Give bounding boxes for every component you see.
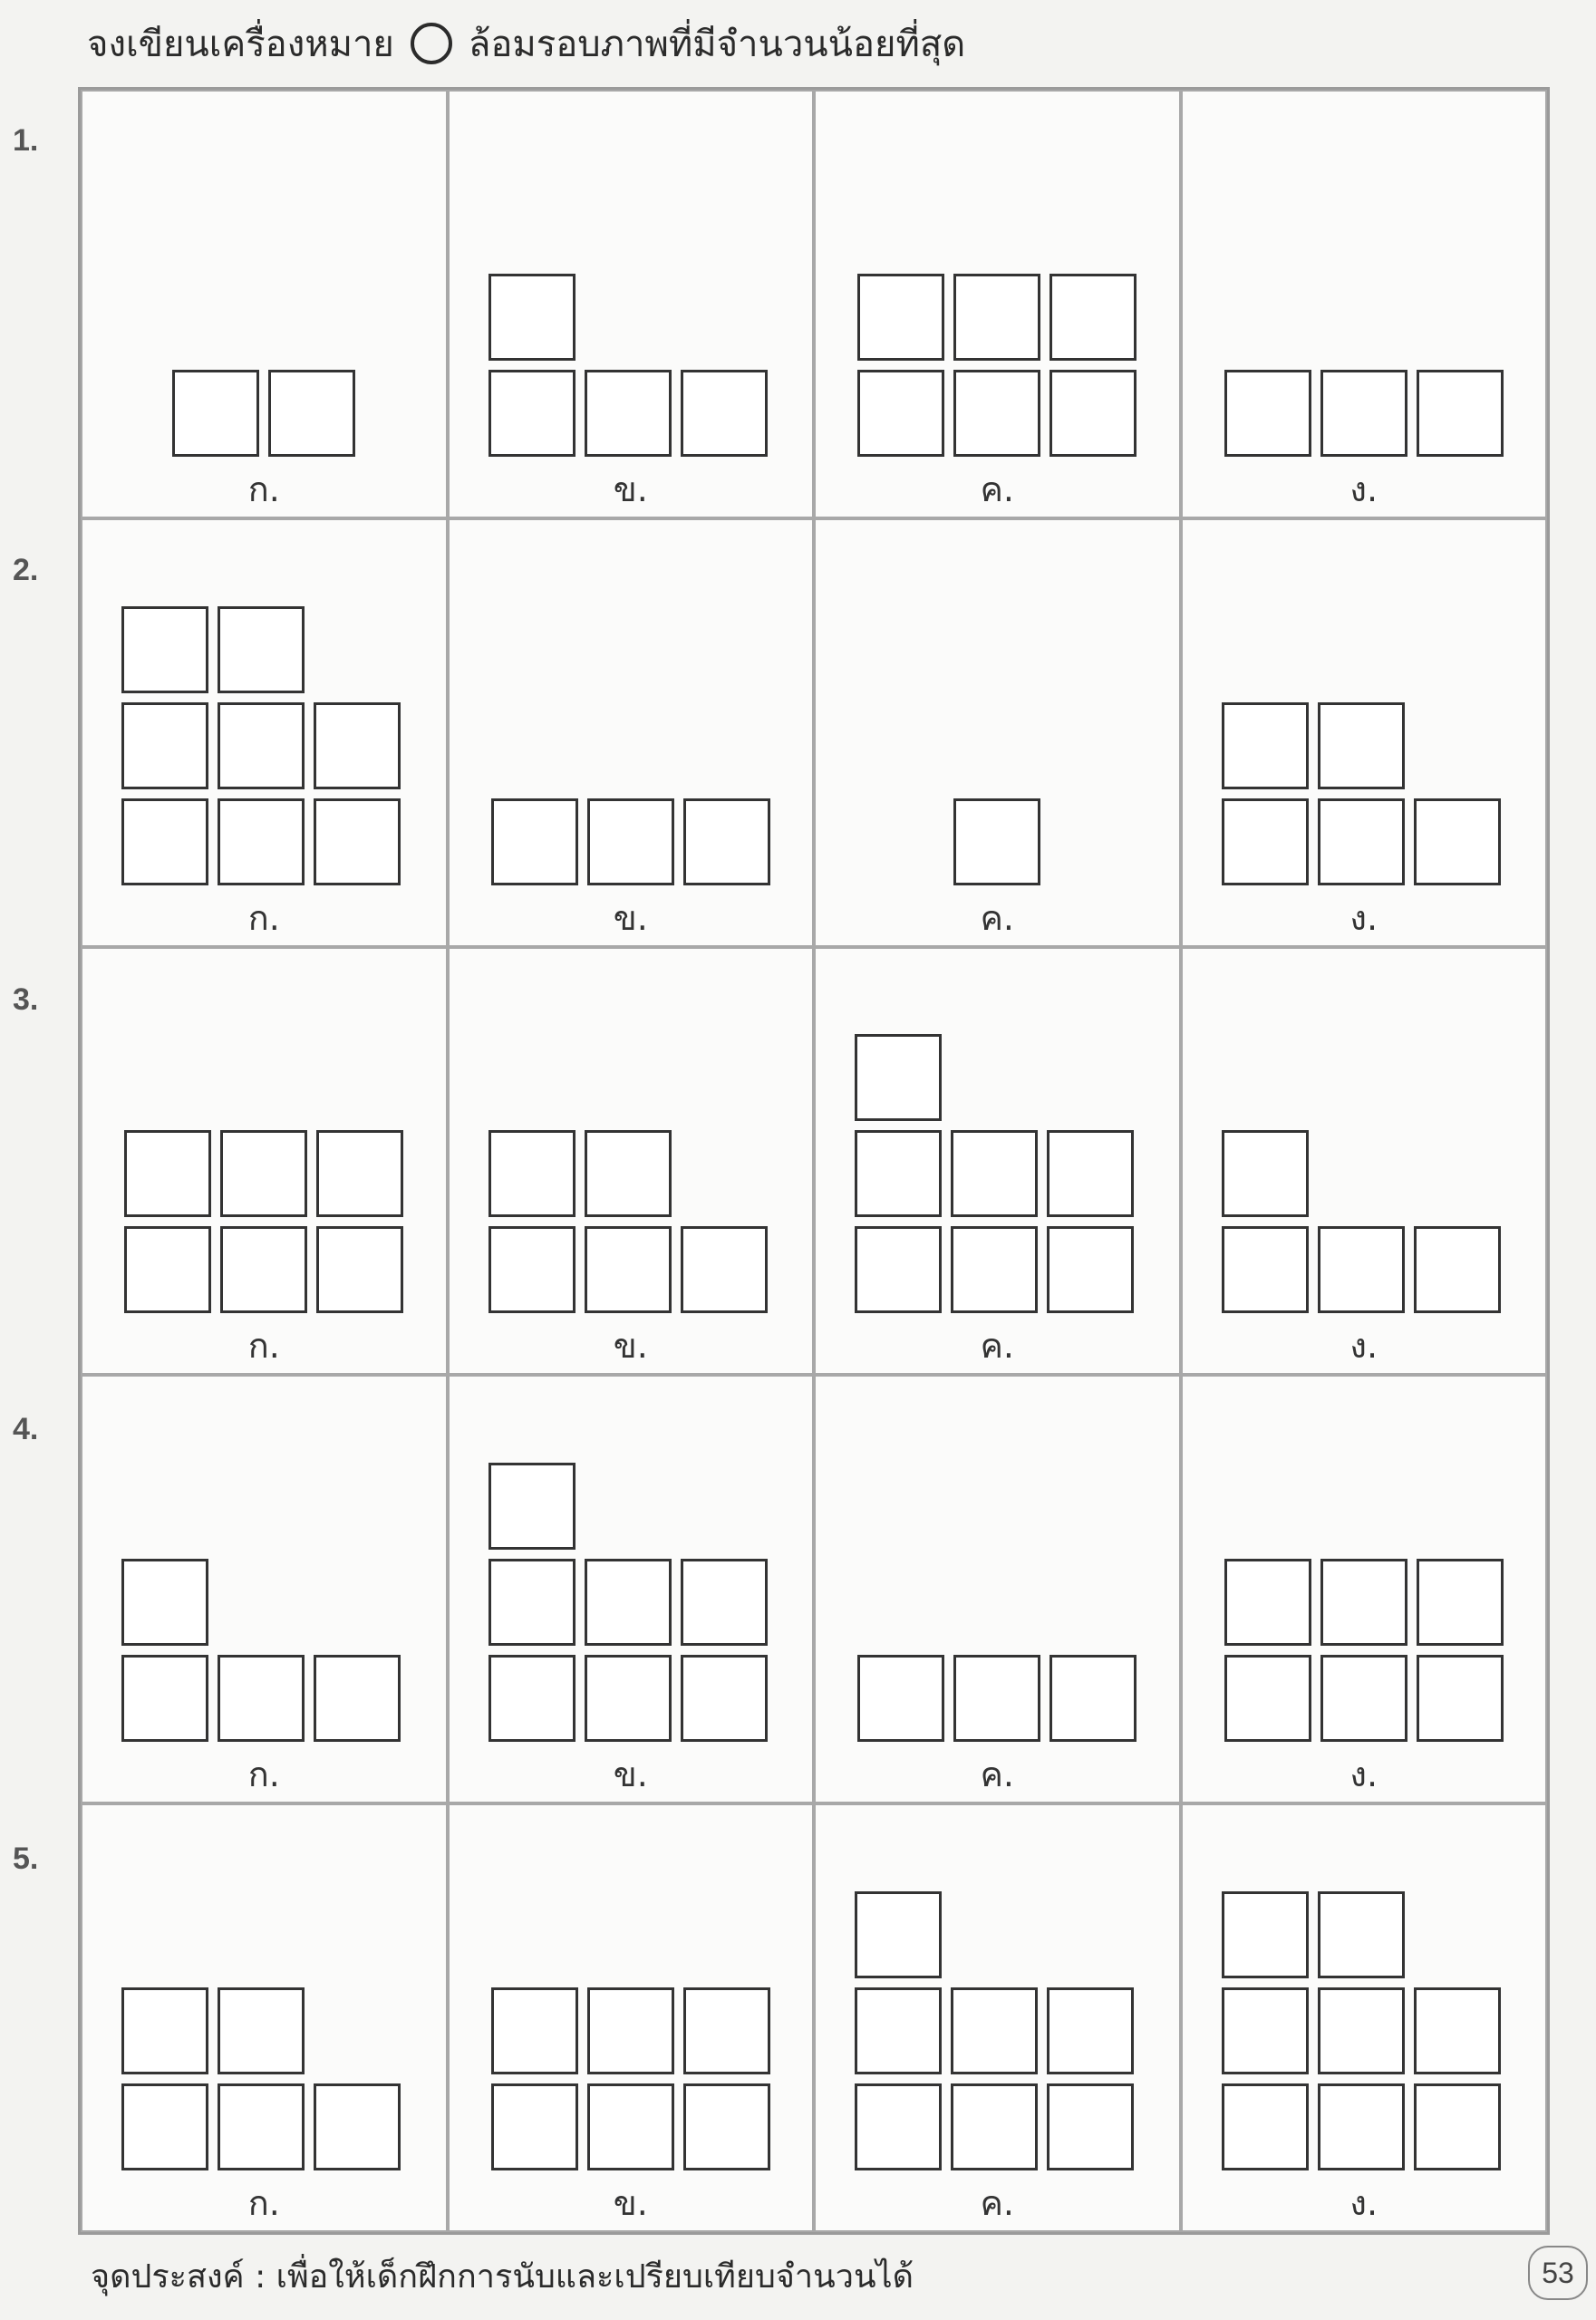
square-row [1222,1130,1506,1217]
square [953,798,1040,885]
square [585,370,672,457]
square-group [488,1987,773,2170]
square [1047,1987,1134,2074]
choice-label: ก. [247,469,280,509]
square-row [855,1130,1139,1217]
square-row [488,1655,773,1742]
square-group [1222,702,1506,885]
choice-label: ก. [247,1754,280,1795]
square [1222,1891,1309,1978]
square [1320,1655,1407,1742]
square-group [121,606,406,885]
square [855,1891,942,1978]
square-row [488,1987,773,2074]
choice-cell[interactable] [814,1375,1181,1803]
square [953,274,1040,361]
square-group [855,274,1139,457]
square [316,1130,403,1217]
square-row [855,370,1139,457]
question-number: 1. [13,123,39,158]
square [491,798,578,885]
square [314,2083,401,2170]
square [1318,702,1405,789]
choice-label: ก. [247,897,280,938]
square [1222,1226,1309,1313]
square [314,798,401,885]
square [218,1987,305,2074]
square [1047,1226,1134,1313]
square-row [1222,2083,1506,2170]
square-row [121,2083,406,2170]
square-row [855,274,1139,361]
choice-cell[interactable] [81,518,448,947]
square [857,274,944,361]
square [683,798,770,885]
choice-cell[interactable] [81,1375,448,1803]
square [681,1655,768,1742]
square [1414,798,1501,885]
square-group [121,1987,406,2170]
choice-cell[interactable] [81,1803,448,2232]
choice-label: ก. [247,1326,280,1367]
square [683,1987,770,2074]
choice-cell[interactable] [1181,1375,1548,1803]
square [491,2083,578,2170]
square-group [1222,1891,1506,2170]
choice-label: ค. [980,897,1014,938]
square [121,1655,208,1742]
square-group [855,798,1139,885]
square-row [1222,1226,1506,1313]
square [218,2083,305,2170]
choice-label: ข. [613,1754,648,1795]
square [1318,2083,1405,2170]
square [121,1987,208,2074]
square [951,1226,1038,1313]
square [1417,1559,1504,1646]
square-row [1222,1987,1506,2074]
question-grid [78,87,1550,2235]
choice-label: ข. [613,469,648,509]
square [1414,1987,1501,2074]
choice-cell[interactable] [814,947,1181,1376]
square-row [121,702,406,789]
square-row [1222,798,1506,885]
square [855,1226,942,1313]
choice-label: ง. [1349,2182,1378,2223]
square-row [121,798,406,885]
square-row [488,798,773,885]
square-row [488,2083,773,2170]
square [1320,1559,1407,1646]
choice-label: ง. [1349,469,1378,509]
square [488,370,576,457]
square [1222,1130,1309,1217]
square [1318,798,1405,885]
square [124,1226,211,1313]
square-group [121,1130,406,1313]
choice-label: ข. [613,1326,648,1367]
square [220,1130,307,1217]
choice-cell[interactable] [448,518,815,947]
choice-label: ง. [1349,1326,1378,1367]
square [1224,370,1311,457]
square-row [121,370,406,457]
square [587,1987,674,2074]
square [951,1130,1038,1217]
square [587,798,674,885]
instruction-text-before: จงเขียนเครื่องหมาย [87,24,394,65]
square [1222,798,1309,885]
circle-icon [411,23,452,64]
choice-label: ค. [980,1754,1014,1795]
square [488,1655,576,1742]
square-row [855,1226,1139,1313]
choice-cell[interactable] [448,90,815,518]
square [855,1034,942,1121]
choice-label: ง. [1349,1754,1378,1795]
square [857,370,944,457]
square [1224,1559,1311,1646]
square [218,1655,305,1742]
square-group [488,274,773,457]
square [1318,1891,1405,1978]
square-row [1222,370,1506,457]
square [488,274,576,361]
question-number: 4. [13,1412,39,1446]
square [951,2083,1038,2170]
choice-label: ค. [980,2182,1014,2223]
square [1222,702,1309,789]
square-row [855,2083,1139,2170]
square [316,1226,403,1313]
square [857,1655,944,1742]
square-row [488,274,773,361]
square [855,1130,942,1217]
square [121,606,208,693]
square [172,370,259,457]
square-group [488,798,773,885]
square-row [1222,1891,1506,1978]
square [1222,2083,1309,2170]
square [1417,1655,1504,1742]
square [121,1559,208,1646]
choice-cell[interactable] [448,1803,815,2232]
square-row [855,1034,1139,1121]
square [491,1987,578,2074]
square [681,370,768,457]
square [953,1655,1040,1742]
square [121,702,208,789]
square [488,1130,576,1217]
choice-cell[interactable] [814,518,1181,947]
instruction [87,11,965,76]
square [1414,2083,1501,2170]
choice-label: ค. [980,1326,1014,1367]
choice-label: ข. [613,2182,648,2223]
square [1417,370,1504,457]
question-number: 2. [13,553,39,587]
square-row [855,798,1139,885]
square [1049,1655,1137,1742]
square [1047,1130,1134,1217]
square-row [488,1226,773,1313]
square [585,1655,672,1742]
square [1049,274,1137,361]
choice-cell[interactable] [81,947,448,1376]
choice-cell[interactable] [81,90,448,518]
choice-cell[interactable] [448,947,815,1376]
square [681,1226,768,1313]
choice-cell[interactable] [1181,518,1548,947]
square [1320,370,1407,457]
square-row [1222,702,1506,789]
choice-label: ข. [613,897,648,938]
choice-cell[interactable] [1181,947,1548,1376]
instruction-text-after: ล้อมรอบภาพที่มีจำนวนน้อยที่สุด [468,24,966,65]
square-row [488,1463,773,1550]
square-row [121,1559,406,1646]
square [681,1559,768,1646]
square-group [855,1891,1139,2170]
square [855,1987,942,2074]
square-row [488,370,773,457]
square [314,1655,401,1742]
choice-label: ก. [247,2182,280,2223]
page-number: 53 [1528,2246,1588,2300]
square-row [121,1987,406,2074]
choice-cell[interactable] [814,1803,1181,2232]
square-row [121,1655,406,1742]
question-number: 3. [13,982,39,1017]
square [1318,1226,1405,1313]
square-row [855,1987,1139,2074]
square [585,1559,672,1646]
square [121,2083,208,2170]
square-row [121,606,406,693]
choice-label: ค. [980,469,1014,509]
square [683,2083,770,2170]
question-number: 5. [13,1842,39,1876]
square [951,1987,1038,2074]
square [220,1226,307,1313]
choice-label: ง. [1349,897,1378,938]
square [121,798,208,885]
square [587,2083,674,2170]
square [218,702,305,789]
square-row [488,1130,773,1217]
square [1049,370,1137,457]
square-group [1222,1130,1506,1313]
square [1222,1987,1309,2074]
choice-cell[interactable] [1181,1803,1548,2232]
square [218,798,305,885]
square-row [121,1226,406,1313]
square-row [855,1891,1139,1978]
square [218,606,305,693]
square [1414,1226,1501,1313]
choice-cell[interactable] [448,1375,815,1803]
square [268,370,355,457]
footer-objective: จุดประสงค์ : เพื่อให้เด็กฝึกการนับและเปรียบเทียบจำนวนได้ [91,2257,914,2296]
square [314,702,401,789]
square [1318,1987,1405,2074]
square [1224,1655,1311,1742]
square-group [121,370,406,457]
square-row [1222,1655,1506,1742]
choice-cell[interactable] [1181,90,1548,518]
square [855,2083,942,2170]
square-group [488,1130,773,1313]
square [953,370,1040,457]
square-group [1222,1559,1506,1742]
square-group [488,1463,773,1742]
square-group [1222,370,1506,457]
square [488,1463,576,1550]
square-row [855,1655,1139,1742]
square-row [488,1559,773,1646]
choice-cell[interactable] [814,90,1181,518]
square [488,1226,576,1313]
square-group [855,1034,1139,1313]
square-group [855,1655,1139,1742]
square-row [1222,1559,1506,1646]
square-row [121,1130,406,1217]
square [585,1226,672,1313]
square-group [121,1559,406,1742]
square [488,1559,576,1646]
square [585,1130,672,1217]
square [1047,2083,1134,2170]
square [124,1130,211,1217]
